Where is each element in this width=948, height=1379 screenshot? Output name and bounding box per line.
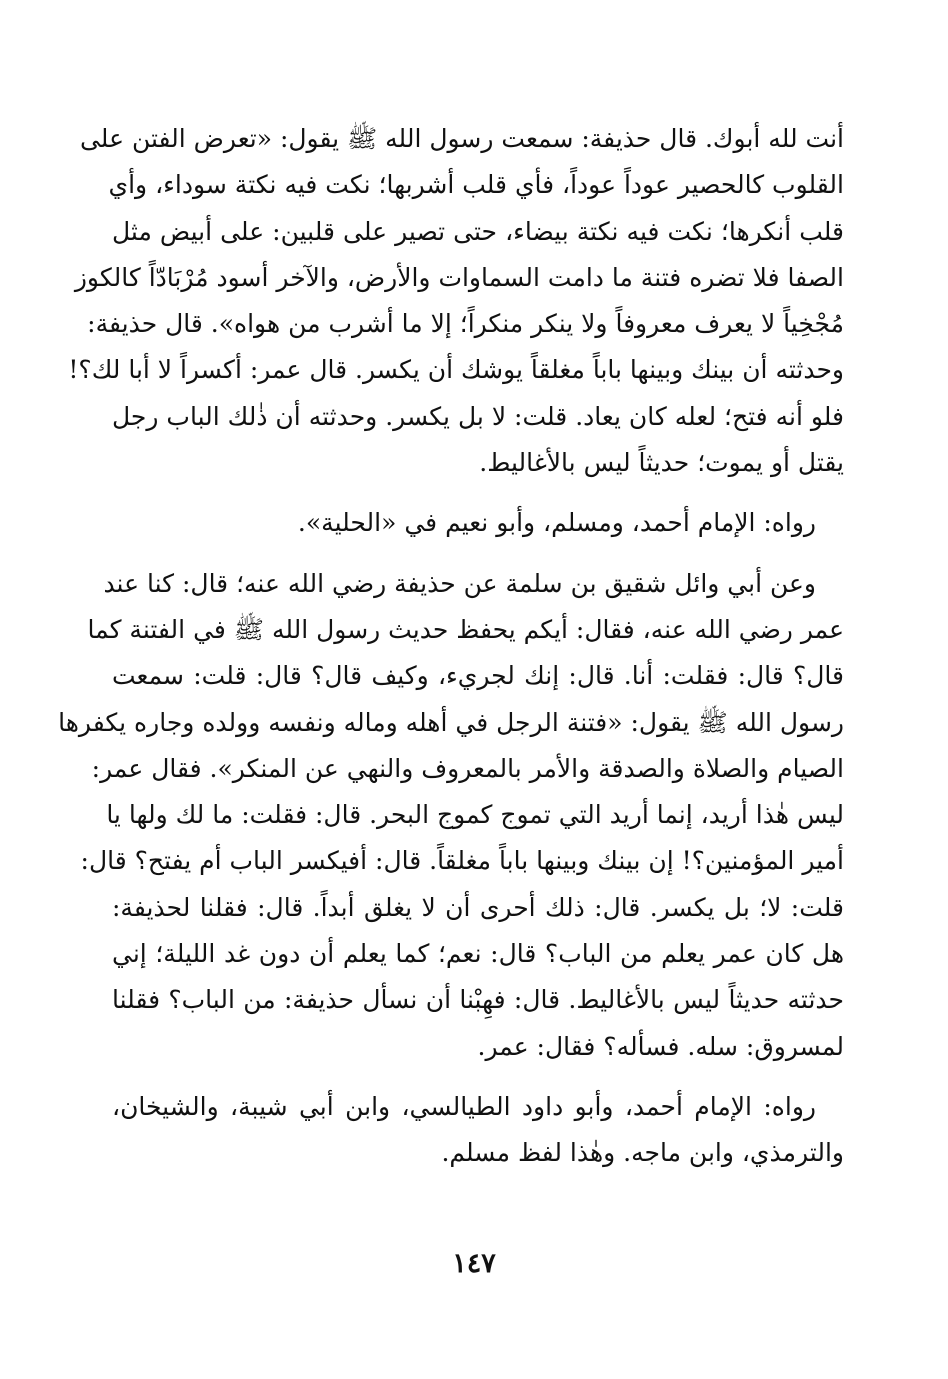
text-line: مُجْخِياً لا يعرف معروفاً ولا ينكر منكراً؛ إلا ما أشرب من هواه». قال حذيفة: [87,309,844,339]
paragraph-narration-source-2 [112,1084,844,1177]
text-line: القلوب كالحصير عوداً عوداً، فأي قلب أشربها؛ نكت فيه نكتة سوداء، وأي [108,170,844,200]
page-number: ١٤٧ [452,1248,496,1279]
text-line: رواه: الإمام أحمد، وأبو داود الطيالسي، وابن أبي شيبة، والشيخان، [112,1091,816,1121]
text-line: وحدثته أن بينك وبينها باباً مغلقاً يوشك أن يكسر. قال عمر: أكسراً لا أبا لك؟! [68,355,844,385]
text-line: قلب أنكرها؛ نكت فيه نكتة بيضاء، حتى تصير على قلبين: على أبيض مثل [112,216,844,246]
paragraph-hadith-fitan [68,116,844,486]
text-line: هل كان عمر يعلم من الباب؟ قال: نعم؛ كما يعلم أن دون غد الليلة؛ إني [112,939,844,969]
text-line: الصيام والصلاة والصدقة والأمر بالمعروف والنهي عن المنكر». فقال عمر: [91,753,844,783]
text-line: ليس هٰذا أريد، إنما أريد التي تموج كموج البحر. قال: فقلت: ما لك ولها يا [106,800,844,830]
text-line: أنت لله أبوك. قال حذيفة: سمعت رسول الله ﷺ يقول: «تعرض الفتن على [79,124,844,153]
text-line: حدثته حديثاً ليس بالأغاليط. قال: فهِبْنا أن نسأل حذيفة: من الباب؟ فقلنا [112,985,844,1015]
text-line: الصفا فلا تضره فتنة ما دامت السماوات والأرض، والآخر أسود مُرْبَادّاً كالكوز [74,262,844,292]
paragraph-narration-source-1 [112,500,844,546]
text-line: والترمذي، وابن ماجه. وهٰذا لفظ مسلم. [441,1138,844,1168]
text-line: قال؟ قال: فقلت: أنا. قال: إنك لجريء، وكيف قال؟ قال: قلت: سمعت [112,661,844,691]
text-line: فلو أنه فتح؛ لعله كان يعاد. قلت: لا بل يكسر. وحدثته أن ذٰلك الباب رجل [112,401,844,431]
text-line: يقتل أو يموت؛ حديثاً ليس بالأغاليط. [479,448,844,478]
text-line: قلت: لا؛ بل يكسر. قال: ذلك أحرى أن لا يغلق أبداً. قال: فقلنا لحذيفة: [112,892,844,922]
text-line: وعن أبي وائل شقيق بن سلمة عن حذيفة رضي الله عنه؛ قال: كنا عند [103,568,816,598]
paragraph-hadith-abu-wail [58,561,844,1070]
text-line: أمير المؤمنين؟! إن بينك وبينها باباً مغلقاً. قال: أفيكسر الباب أم يفتح؟ قال: [80,846,844,876]
text-line: رسول الله ﷺ يقول: «فتنة الرجل في أهله وماله ونفسه وولده وجاره يكفرها [58,707,844,737]
text-line: عمر رضي الله عنه، فقال: أيكم يحفظ حديث رسول الله ﷺ في الفتنة كما [87,614,844,644]
text-line: لمسروق: سله. فسأله؟ فقال: عمر. [477,1031,844,1061]
page-body [58,116,844,1177]
text-line: رواه: الإمام أحمد، ومسلم، وأبو نعيم في «الحلية». [297,508,816,538]
